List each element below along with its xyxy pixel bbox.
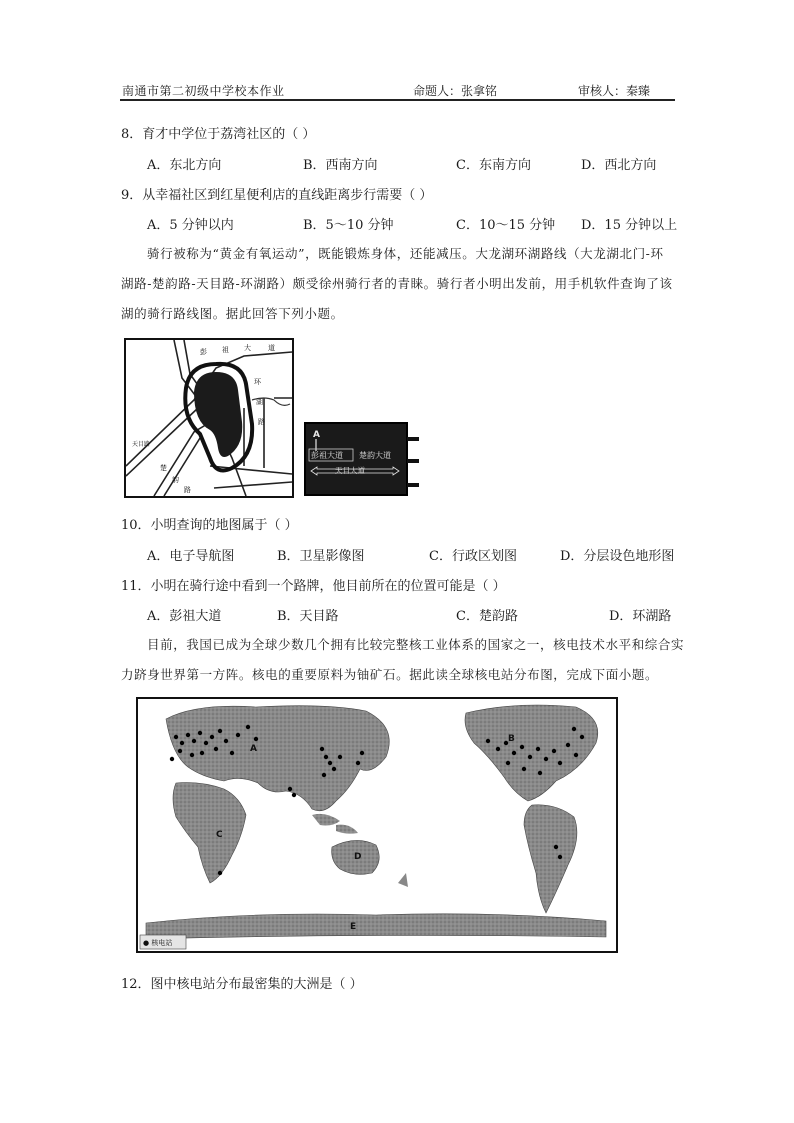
question-10-option-c: C．行政区划图 — [429, 549, 517, 564]
passage1-line-2: 湖路-楚韵路-天目路-环湖路）颇受徐州骑行者的青睐。骑行者小明出发前，用手机软件查询了该 — [121, 276, 673, 291]
question-10-stem: 10．小明查询的地图属于（ ） — [121, 518, 298, 533]
header-divider — [120, 99, 675, 101]
question-11-option-d: D．环湖路 — [609, 609, 672, 624]
sign-letter: A — [313, 430, 320, 440]
road-label: 湖 — [256, 398, 263, 406]
question-8-option-b: B．西南方向 — [303, 158, 378, 173]
road-label: 环 — [254, 378, 261, 386]
map-legend: ● 核电站 — [143, 939, 173, 947]
cycling-route-map — [124, 338, 294, 498]
sign-left-name: 彭祖大道 — [311, 451, 343, 460]
passage2-line-2: 力跻身世界第一方阵。核电的重要原料为铀矿石。据此读全球核电站分布图，完成下面小题。 — [121, 667, 659, 682]
question-10-option-b: B．卫星影像图 — [277, 549, 365, 564]
question-9-option-a: A．5 分钟以内 — [147, 218, 234, 233]
road-label: 路 — [258, 418, 265, 426]
sign-right-name: 楚韵大道 — [359, 451, 391, 460]
road-label: 路 — [184, 486, 191, 494]
question-8-stem: 8．育才中学位于荔湾社区的（ ） — [121, 127, 316, 142]
question-9-option-b: B．5～10 分钟 — [303, 218, 394, 233]
question-10-option-a: A．电子导航图 — [147, 549, 235, 564]
question-10-option-d: D．分层设色地形图 — [560, 549, 675, 564]
header-author: 命题人：张拿铭 — [413, 84, 498, 98]
road-label: 祖 — [222, 346, 229, 354]
question-11-option-c: C．楚韵路 — [456, 609, 518, 624]
question-8-option-c: C．东南方向 — [456, 158, 531, 173]
question-8-option-a: A．东北方向 — [147, 158, 222, 173]
question-9-option-c: C．10～15 分钟 — [456, 218, 556, 233]
road-label: 道 — [268, 344, 275, 352]
header-reviewer: 审核人：秦臻 — [578, 84, 651, 98]
question-9-option-d: D．15 分钟以上 — [581, 218, 678, 233]
passage1-line-1: 骑行被称为“黄金有氧运动”，既能锻炼身体，还能减压。大龙湖环湖路线（大龙湖北门-环 — [147, 246, 664, 261]
continent-label-d: D — [354, 852, 362, 862]
road-label: 楚 — [160, 464, 167, 472]
header-school: 南通市第二初级中学校本作业 — [122, 84, 285, 98]
continent-label-b: B — [508, 734, 515, 744]
question-9-stem: 9．从幸福社区到红星便利店的直线距离步行需要（ ） — [121, 188, 433, 203]
passage2-line-1: 目前，我国已成为全球少数几个拥有比较完整核工业体系的国家之一，核电技术水平和综合实 — [147, 637, 685, 652]
sign-bottom-name: 天目大道 — [335, 466, 365, 475]
passage1-line-3: 湖的骑行路线图。据此回答下列小题。 — [121, 306, 344, 321]
continent-label-a: A — [250, 744, 257, 754]
road-sign — [303, 421, 421, 497]
road-label: 韵 — [172, 476, 179, 484]
road-label: 天目路 — [132, 441, 151, 448]
road-label: 大 — [244, 344, 251, 352]
question-8-option-d: D．西北方向 — [581, 158, 657, 173]
question-11-stem: 11．小明在骑行途中看到一个路牌，他目前所在的位置可能是（ ） — [121, 579, 506, 594]
world-nuclear-map — [136, 697, 618, 953]
road-label: 彭 — [200, 348, 207, 356]
continent-label-c: C — [216, 830, 223, 840]
question-11-option-a: A．彭祖大道 — [147, 609, 222, 624]
question-11-option-b: B．天目路 — [277, 609, 339, 624]
continent-label-e: E — [350, 922, 357, 932]
question-12-stem: 12．图中核电站分布最密集的大洲是（ ） — [121, 977, 363, 992]
